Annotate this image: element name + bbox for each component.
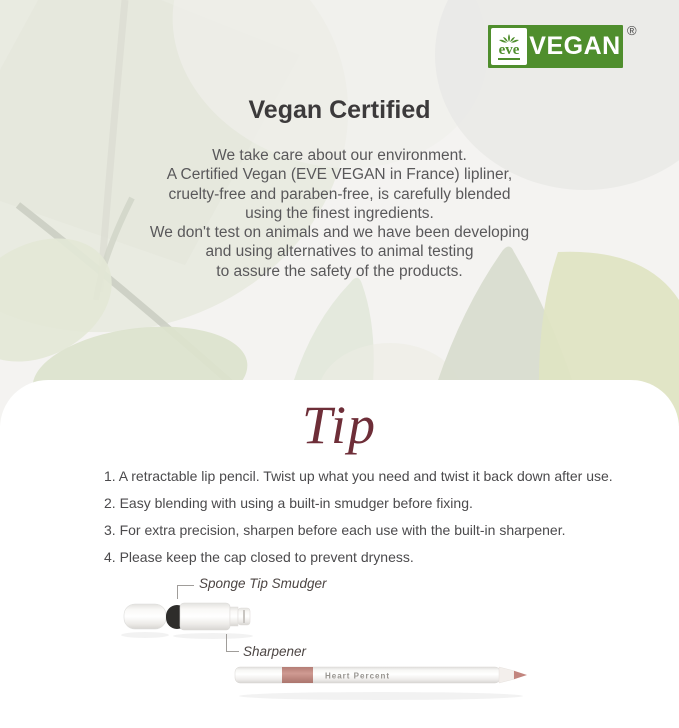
- smudger-leader-line: [177, 585, 178, 599]
- paragraph-line: and using alternatives to animal testing: [205, 243, 474, 261]
- pencil-illustration: [233, 662, 533, 704]
- registered-trademark: ®: [627, 23, 637, 38]
- tip-item: 1. A retractable lip pencil. Twist up what you need and twist it back down after use.: [104, 468, 613, 484]
- hero-paragraph: [0, 146, 679, 281]
- tip-item: 2. Easy blending with using a built-in smudger before fixing.: [104, 495, 473, 511]
- paragraph-line: We take care about our environment.: [212, 147, 467, 164]
- sharpener-label: Sharpener: [243, 644, 307, 659]
- paragraph-line: A Certified Vegan (EVE VEGAN in France) lipliner,: [166, 166, 513, 184]
- tip-heading: Tip: [301, 395, 378, 455]
- pencil-lead-tip: [514, 671, 527, 679]
- section-heading: Vegan Certified: [248, 96, 431, 124]
- smudger-leader-line: [177, 585, 194, 586]
- product-diagram: [118, 594, 258, 642]
- sharpener-leader-line: [226, 651, 239, 652]
- paragraph-line: using the finest ingredients.: [245, 204, 434, 222]
- pencil-wood-tip: [499, 667, 514, 683]
- smudger-body: [180, 603, 230, 630]
- pencil-brand-text: Heart Percent: [325, 671, 391, 681]
- pencil-color-band: [282, 667, 313, 683]
- sharpener-leader-line: [226, 634, 227, 652]
- paragraph-line: to assure the safety of the products.: [216, 262, 463, 280]
- eve-logo-box: [491, 28, 527, 65]
- smudger-label: Sponge Tip Smudger: [199, 576, 327, 591]
- paragraph-line: We don't test on animals and we have been developing: [149, 224, 530, 242]
- paragraph-line: cruelty-free and paraben-free, is carefully blended: [168, 185, 511, 203]
- tip-list: [104, 463, 613, 571]
- brand-vegan: VEGAN: [529, 32, 621, 60]
- tip-item: 4. Please keep the cap closed to prevent dryness.: [104, 549, 414, 565]
- brand-eve: eve: [498, 41, 520, 58]
- tip-item: 3. For extra precision, sharpen before each use with the built-in sharpener.: [104, 522, 566, 538]
- pencil-cap: [124, 604, 166, 629]
- vegan-certification-badge: [488, 25, 623, 68]
